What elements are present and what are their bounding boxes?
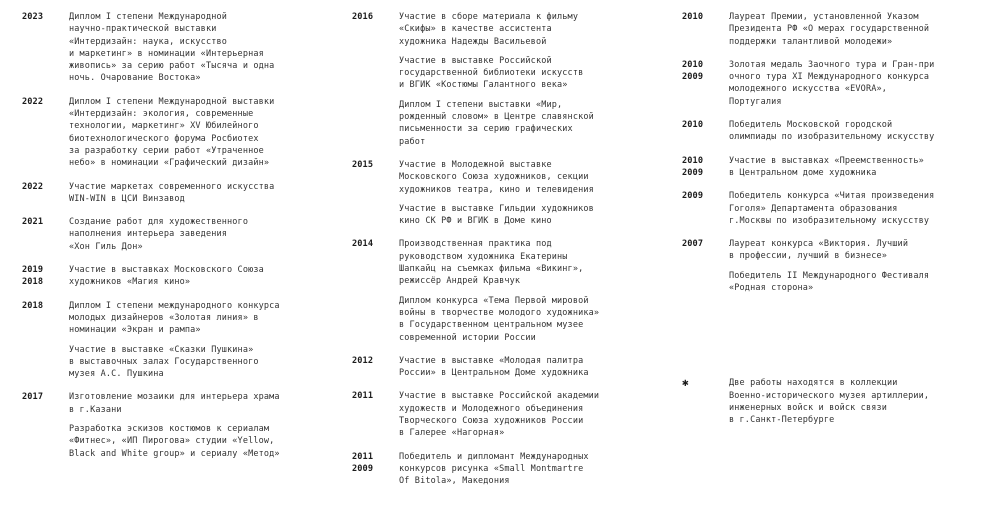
description-line: Диплом I степени международного конкурса [69,300,280,311]
description-line: Московского Союза художников, секции [399,172,589,183]
description-line: Участие в выставках Московского Союза [69,265,264,276]
description-line: Победитель конкурса «Читая произведения [729,191,935,202]
entry-description [729,119,990,144]
year-value: 2009 [682,167,704,178]
timeline-entry [682,238,990,263]
description-line: олимпиады по изобразительному искусству [729,132,935,143]
description-line: Участие в Молодежной выставке [399,159,552,170]
entry-year [682,59,729,84]
description-line: Разработка эскизов костюмов к сериалам [69,424,270,435]
description-line: молодых дизайнеров «Золотая линия» в [69,312,259,323]
entry-year [22,11,69,23]
year-value: 2011 [352,391,374,402]
year-value: 2009 [682,72,704,83]
year-value: 2017 [22,392,44,403]
description-line: Участие в выставке Российской академии [399,391,600,402]
entry-description [399,295,675,344]
year-value: 2021 [22,217,44,228]
year-value: 2010 [682,59,704,70]
entry-description [729,11,990,48]
entry-year [22,264,69,289]
asterisk-icon: ✱ [682,376,689,390]
description-line: в Государственном центральном музее [399,320,584,331]
timeline-entry [352,390,675,439]
description-line: Участие в выставке «Сказки Пушкина» [69,344,254,355]
description-line: художников «Магия кино» [69,277,191,288]
year-value: 2015 [352,159,374,170]
entry-year [682,155,729,180]
entry-description [729,190,990,227]
timeline-entry [22,181,340,206]
description-line: Лауреат Премии, установленной Указом [729,12,919,22]
entry-description [399,11,675,48]
description-line: поддержки талантливой молодежи» [729,36,893,47]
description-line: Участие в выставке Гильдии художников [399,203,594,214]
entry-year [682,119,729,131]
description-line: номинации «Экран и рампа» [69,325,201,336]
timeline-entry-continuation [352,55,675,92]
timeline-entry [22,391,340,416]
timeline-entry [352,159,675,196]
timeline-entry [352,451,675,488]
year-value: 2011 [352,451,374,462]
year-value: 2018 [22,300,44,311]
description-line: Гоголя» Департамента образования [729,203,898,214]
entry-year [352,451,399,476]
entry-description [69,11,340,85]
description-line: Black and White group» и сериалу «Метод» [69,448,280,459]
entry-description [69,264,340,289]
footnote-line: инженерных войск и войск связи [729,402,888,413]
year-value: 2010 [682,12,704,22]
timeline-column-3 [675,11,990,427]
description-line: очного тура XI Международного конкурса [729,72,930,83]
description-line: современной истории России [399,332,536,343]
year-value: 2018 [22,277,44,288]
description-line: художеств и Молодежного объединения [399,403,584,414]
timeline-entry [682,190,990,227]
entry-year [22,391,69,403]
description-line: «Хон Гиль Дон» [69,241,143,252]
description-line: Производственная практика под [399,239,552,250]
year-value: 2016 [352,12,374,22]
description-line: и маркетинг» в номинации «Интерьерная [69,48,264,59]
description-line: Диплом I степени Международной выставки [69,96,275,107]
description-line: Победитель II Международного Фестиваля [729,270,930,281]
year-value: 2007 [682,239,704,250]
timeline-entry [682,11,990,48]
description-line: режиссёр Андрей Кравчук [399,276,521,287]
description-line: Создание работ для художественного [69,217,249,228]
entry-description [399,55,675,92]
timeline-entry [352,238,675,287]
description-line: художника Надежды Васильевой [399,36,547,47]
entry-year [22,181,69,193]
entry-description [729,238,990,263]
description-line: музея А.С. Пушкина [69,369,164,380]
entry-description [69,300,340,337]
timeline-entry-continuation [352,203,675,228]
description-line: работ [399,136,426,147]
entry-description [399,203,675,228]
description-line: «Родная сторона» [729,283,814,294]
entry-year [22,216,69,228]
timeline-entry [682,59,990,108]
description-line: конкурсов рисунка «Small Montmartre [399,463,584,474]
entry-description [729,59,990,108]
year-value: 2012 [352,355,374,366]
description-line: Победитель Московской городской [729,120,893,131]
entry-description [69,216,340,253]
description-line: письменности за серию графических [399,124,573,135]
entry-year [22,96,69,108]
description-line: Португалия [729,96,782,107]
description-line: Диплом I степени Международной [69,12,228,22]
description-line: кино СК РФ и ВГИК в Доме кино [399,216,552,227]
year-value: 2022 [22,181,44,192]
description-line: г.Москвы по изобразительному искусству [729,215,930,226]
description-line: Участие маркетах современного искусства [69,181,275,192]
timeline-column-1 [0,11,340,471]
description-line: Лауреат конкурса «Виктория. Лучший [729,239,909,250]
description-line: Президента РФ «О мерах государственной [729,24,930,35]
timeline-entry-continuation [352,99,675,148]
description-line: в выставочных залах Государственного [69,356,259,367]
description-line: «Фитнес», «ИП Пирогова» студии «Yellow, [69,436,275,447]
entry-description [399,355,675,380]
timeline-entry [682,155,990,180]
timeline-entry [352,11,675,48]
collection-footnote [682,377,990,426]
timeline-entry [22,300,340,337]
entry-description [399,390,675,439]
year-value: 2022 [22,96,44,107]
entry-description [69,181,340,206]
description-line: Of Bitola», Македония [399,476,510,487]
entry-description [729,270,990,295]
description-line: ночь. Очарование Востока» [69,73,201,84]
timeline-entry-continuation [22,344,340,381]
footnote-line: в г.Санкт-Петербурге [729,415,835,426]
footnote-spacer [682,305,990,377]
description-line: технологии, маркетинг» XV Юбилейного [69,121,259,132]
entry-year [682,190,729,202]
description-line: руководством художника Екатерины [399,251,568,262]
timeline-entry-continuation [682,270,990,295]
description-line: Золотая медаль Заочного тура и Гран-при [729,59,935,70]
entry-description [399,99,675,148]
entry-description [69,391,340,416]
description-line: живопись» за серию работ «Тысяча и одна [69,61,275,72]
description-line: в профессии, лучший в бизнесе» [729,251,888,262]
description-line: в Центральном доме художника [729,167,877,178]
entry-description [399,159,675,196]
description-line: Участие в выставке Российской [399,55,552,66]
description-line: государственной библиотеки искусств [399,68,584,79]
description-line: «Скифы» в качестве ассистента [399,24,552,35]
description-line: наполнения интерьера заведения [69,229,228,240]
description-line: и ВГИК «Костюмы Галантного века» [399,80,568,91]
timeline-entry [22,11,340,85]
description-line: Участие в выставках «Преемственность» [729,155,924,166]
entry-description [399,238,675,287]
description-line: Победитель и дипломант Международных [399,451,589,462]
entry-description [69,423,340,460]
year-value: 2010 [682,120,704,131]
description-line: WIN-WIN в ЦСИ Винзавод [69,193,185,204]
entry-year [352,11,399,23]
description-line: Творческого Союза художников России [399,416,584,427]
entry-year [682,11,729,23]
description-line: художников театра, кино и телевидения [399,184,594,195]
year-value: 2010 [682,155,704,166]
description-line: за разработку серии работ «Утраченное [69,145,264,156]
description-line: Шапкайц на съемках фильма «Викинг», [399,264,584,275]
timeline-entry [352,355,675,380]
timeline-entry-continuation [22,423,340,460]
description-line: «Интердизайн: наука, искусство [69,36,228,47]
description-line: Участие в выставке «Молодая палитра [399,355,584,366]
timeline-entry [22,216,340,253]
description-line: Диплом конкурса «Тема Первой мировой [399,295,589,306]
description-line: рожденный словом» в Центре славянской [399,112,594,123]
year-value: 2019 [22,265,44,276]
timeline-columns [0,11,990,530]
description-line: Изготовление мозаики для интерьера храма [69,392,280,403]
entry-year [352,355,399,367]
entry-description [69,96,340,170]
year-value: 2023 [22,12,44,22]
entry-year [352,390,399,402]
description-line: «Интердизайн: экология, современные [69,109,254,120]
entry-year [682,238,729,250]
description-line: в г.Казани [69,404,122,415]
year-value: 2009 [682,191,704,202]
footnote-text [729,377,990,426]
entry-year [352,159,399,171]
timeline-entry [22,264,340,289]
year-value: 2009 [352,463,374,474]
timeline-column-2 [340,11,675,499]
description-line: России» в Центральном Доме художника [399,368,589,379]
description-line: молодежного искусства «EVORA», [729,84,888,95]
description-line: небо» в номинации «Графический дизайн» [69,158,270,169]
description-line: Участие в сборе материала к фильму [399,12,579,22]
description-line: Диплом I степени выставки «Мир, [399,99,563,110]
timeline-entry [22,96,340,170]
description-line: биотехнологического форума Росбиотех [69,133,259,144]
entry-description [729,155,990,180]
entry-description [69,344,340,381]
description-line: научно-практической выставки [69,24,217,35]
timeline-entry [682,119,990,144]
footnote-line: Две работы находятся в коллекции [729,378,898,389]
entry-year [352,238,399,250]
entry-description [399,451,675,488]
description-line: войны в творчестве молодого художника» [399,307,600,318]
description-line: в Галерее «Нагорная» [399,428,505,439]
footnote-line: Военно-исторического музея артиллерии, [729,390,930,401]
entry-year [22,300,69,312]
timeline-entry-continuation [352,295,675,344]
year-value: 2014 [352,239,374,250]
